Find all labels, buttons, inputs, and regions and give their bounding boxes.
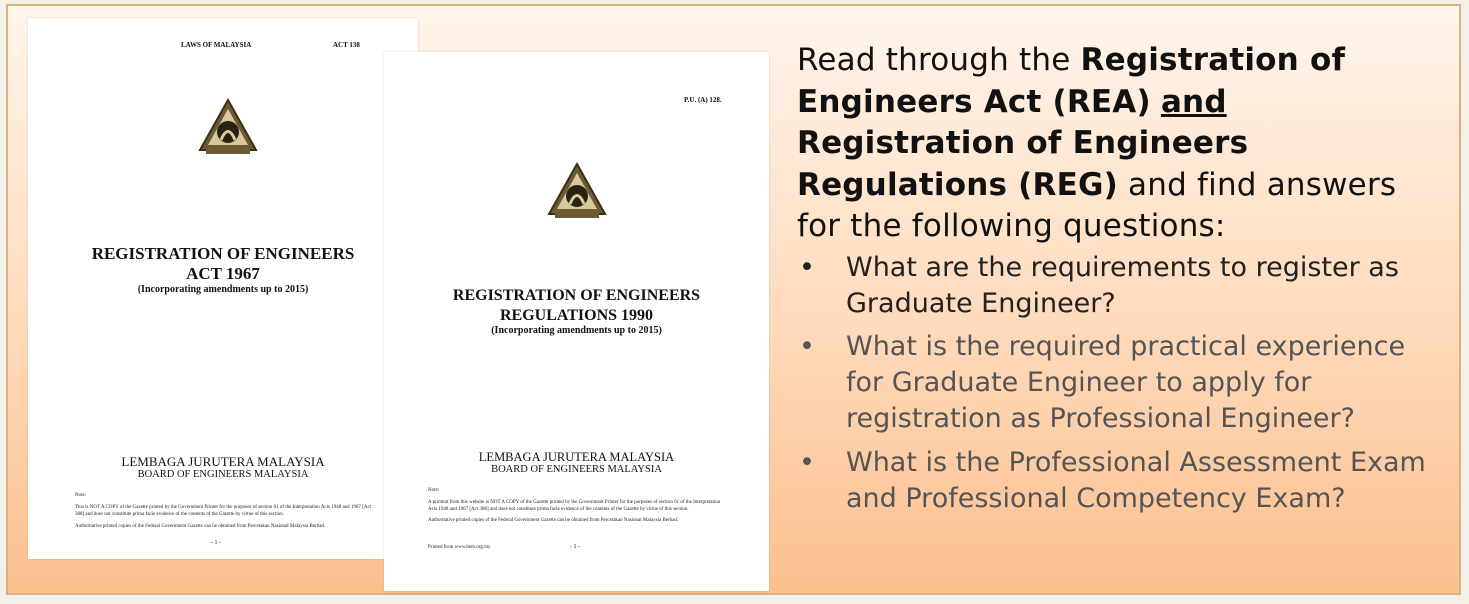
intro-underlined-and: and xyxy=(1160,83,1227,120)
act-subtitle: (Incorporating amendments up to 2015) xyxy=(137,284,309,295)
bullet-icon: • xyxy=(799,330,815,362)
intro-bold-reg: Registration of Engineers Regulations (REG) xyxy=(797,125,1249,203)
instructions-text xyxy=(797,40,1447,517)
reg-header-right: P.U. (A) 128. xyxy=(684,96,722,104)
act-header-left: LAWS OF MALAYSIA xyxy=(181,41,252,49)
reg-note-label: Note: xyxy=(428,488,440,493)
question-text: What is the Professional Assessment Exam and Professional Competency Exam? xyxy=(846,446,1426,514)
question-item xyxy=(797,329,1447,437)
bullet-icon: • xyxy=(799,446,815,478)
regulations-document-cover xyxy=(384,52,769,591)
bem-seal-icon xyxy=(198,98,258,158)
act-org-malay: LEMBAGA JURUTERA MALAYSIA xyxy=(121,454,325,469)
act-header-right: ACT 138 xyxy=(333,41,360,49)
intro-part1: Read through the xyxy=(797,42,1081,78)
question-text: What are the requirements to register as Graduate Engineer? xyxy=(846,251,1399,319)
bem-seal-icon xyxy=(547,162,607,222)
reg-org-malay: LEMBAGA JURUTERA MALAYSIA xyxy=(478,450,675,464)
reg-title-line2: REGULATIONS 1990 xyxy=(499,307,654,324)
reg-org-english: BOARD OF ENGINEERS MALAYSIA xyxy=(491,464,662,475)
act-title-line2: ACT 1967 xyxy=(186,264,260,283)
act-title-line1: REGISTRATION OF ENGINEERS xyxy=(91,244,355,263)
act-note-text2: Authoritative printed copies of the Federal Government Gazette can be obtained from Percetakan Nasional Malaysia Berhad. xyxy=(75,524,326,529)
question-item xyxy=(797,445,1447,517)
intro-paragraph xyxy=(797,40,1447,248)
act-document-cover xyxy=(28,18,418,559)
bullet-icon: • xyxy=(799,251,815,283)
reg-footer-left: Printed from www.bem.org.my xyxy=(428,545,491,550)
question-item xyxy=(797,250,1447,322)
intro-bold-rea: Registration of Engineers Act (REA) xyxy=(797,42,1346,120)
act-note-text: This is NOT A COPY of the Gazette printed by the Government Printer for the purposes of section 61 of the Interpretation Acts 1948 and 1967 [Act 388] and does not constitute prima facie evidence of the contents of the Gazette by virtue of this section. xyxy=(75,505,372,517)
act-note-label: Note: xyxy=(75,493,87,498)
reg-title-line1: REGISTRATION OF ENGINEERS xyxy=(452,287,701,304)
reg-note-text2: Authoritative printed copies of the Federal Government Gazette can be obtained from Percetakan Nasional Malaysia Berhad. xyxy=(428,518,679,523)
act-org-english: BOARD OF ENGINEERS MALAYSIA xyxy=(137,469,309,480)
questions-list xyxy=(797,250,1447,517)
act-page-number: - 1 - xyxy=(211,540,221,546)
intro-part2: and find answers for the following questions: xyxy=(797,166,1397,244)
intro-space1 xyxy=(1151,84,1161,120)
reg-note-text: A printout from this website is NOT A COPY of the Gazette printed by the Government Printer for the purposes of section 61 of the Interpretation Acts 1948 and 1967 [Act 388] and does not constitute prima facie evidence of the contents of the Gazette by virtue of this section. xyxy=(428,500,721,512)
reg-page-number: - 1 - xyxy=(570,544,580,550)
question-text: What is the required practical experience for Graduate Engineer to apply for registration as Professional Engineer? xyxy=(846,330,1406,434)
reg-subtitle: (Incorporating amendments up to 2015) xyxy=(491,325,662,336)
